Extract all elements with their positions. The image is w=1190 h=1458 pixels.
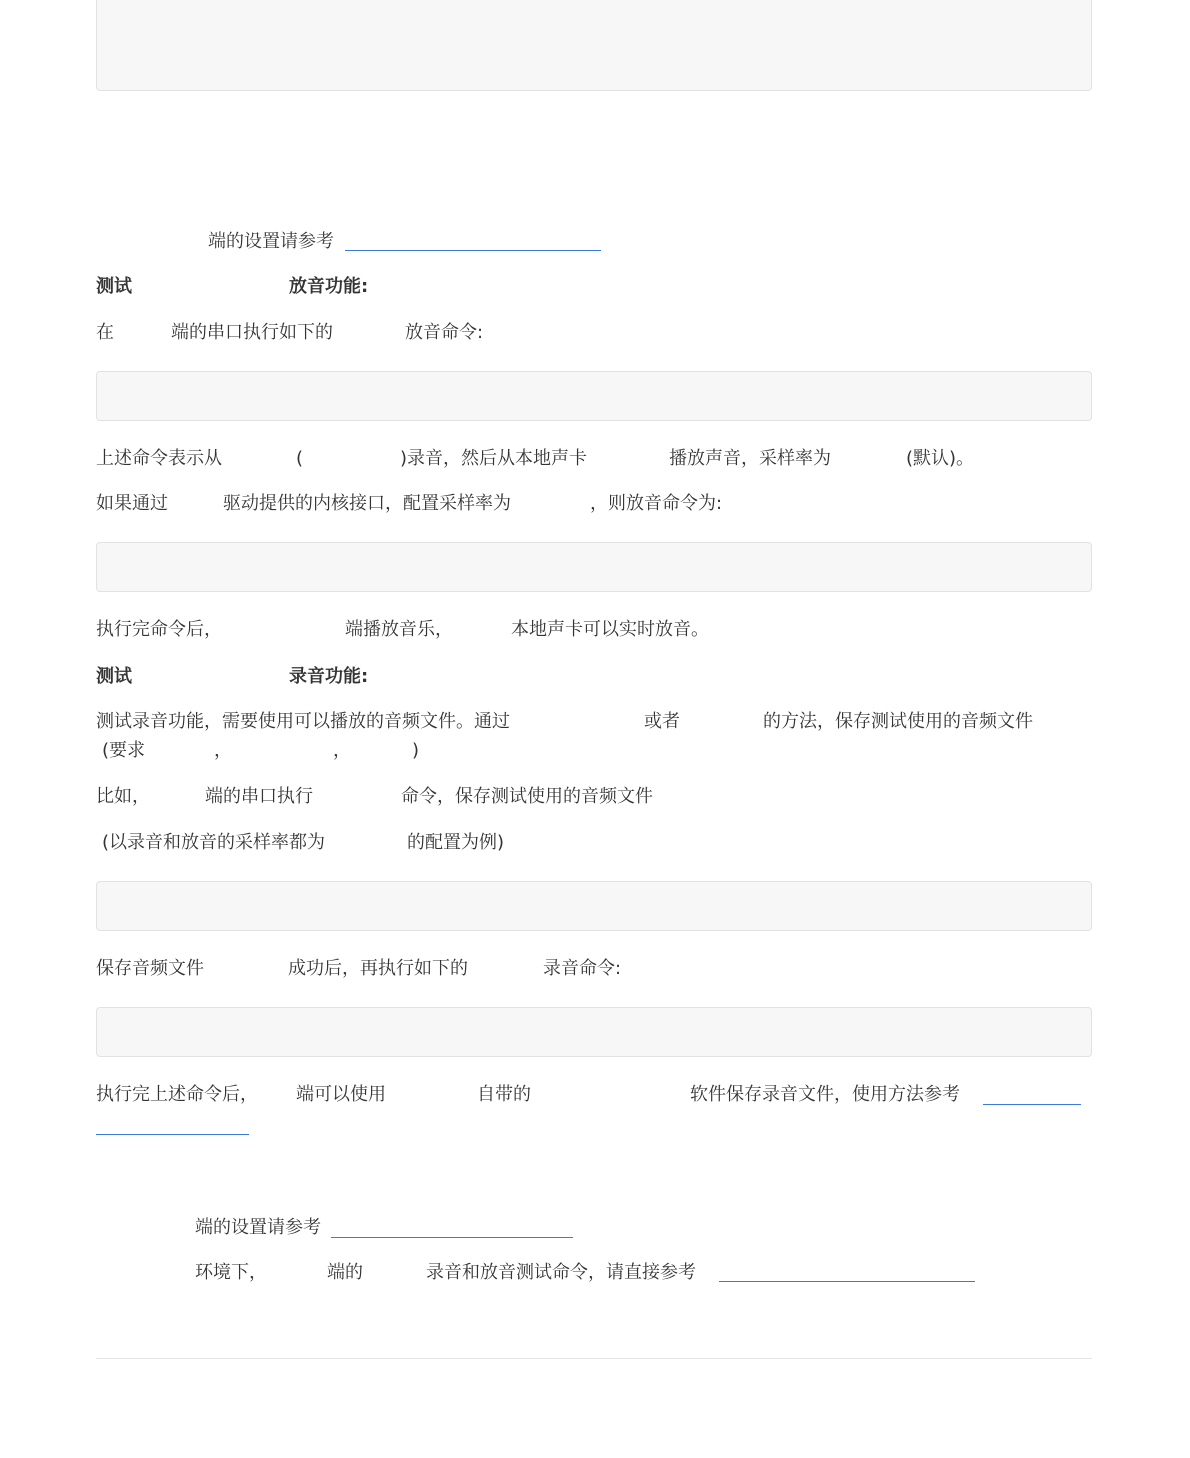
text-segment: 端的 [327,1262,363,1283]
text-segment: 放音功能: [289,276,369,297]
text-segment: 成功后，再执行如下的 [288,958,468,979]
text-segment: 录音功能: [289,666,369,687]
text-segment: 软件保存录音文件，使用方法参考 [690,1084,960,1105]
text-segment: 测试 [96,276,132,297]
text-segment: ，则放音命令为: [590,493,723,514]
text-segment: )录音，然后从本地声卡 [400,448,588,469]
usage-reference-link-continued[interactable] [96,1134,249,1135]
text-segment: ， [214,740,232,761]
text-segment: 测试录音功能，需要使用可以播放的音频文件。通过 [96,711,510,732]
text-segment: 端播放音乐， [345,619,453,640]
settings-reference-link[interactable] [331,1237,573,1238]
text-segment: (默认)。 [906,448,975,469]
text-segment: 在 [96,322,114,343]
code-block-2 [96,371,1092,421]
text-segment: ( [296,448,304,469]
code-block-3 [96,542,1092,592]
text-segment: 录音和放音测试命令，请直接参考 [426,1262,696,1283]
text-segment: 如果通过 [96,493,168,514]
code-block-5 [96,1007,1092,1057]
text-segment: 端的串口执行如下的 [171,322,333,343]
text-segment: 环境下， [195,1262,267,1283]
text-segment: 自带的 [477,1084,531,1105]
text-segment: 或者 [644,711,680,732]
text-segment: 执行完上述命令后， [96,1084,258,1105]
text-segment: 本地声卡可以实时放音。 [511,619,709,640]
text-segment: ) [412,740,420,761]
code-block-1 [96,0,1092,91]
text-segment: 放音命令: [405,322,484,343]
code-block-4 [96,881,1092,931]
text-segment: 上述命令表示从 [96,448,222,469]
reference-link[interactable] [345,250,601,251]
text-segment: (要求 [102,740,146,761]
text-segment: 端的串口执行 [205,786,313,807]
text-segment: 端可以使用 [296,1084,386,1105]
text-segment: 播放声音，采样率为 [669,448,831,469]
text-segment: 端的设置请参考 [208,231,334,252]
text-segment: 比如， [96,786,150,807]
text-segment: 执行完命令后， [96,619,222,640]
text-segment: (以录音和放音的采样率都为 [102,832,326,853]
text-segment: ， [333,740,351,761]
text-segment: 的方法，保存测试使用的音频文件 [763,711,1033,732]
text-segment: 测试 [96,666,132,687]
footer-divider [96,1358,1092,1359]
usage-reference-link[interactable] [983,1104,1081,1105]
text-segment: 命令，保存测试使用的音频文件 [401,786,653,807]
text-segment: 录音命令: [543,958,622,979]
text-segment: 保存音频文件 [96,958,204,979]
text-segment: 驱动提供的内核接口，配置采样率为 [223,493,511,514]
text-segment: 端的设置请参考 [195,1217,321,1238]
text-segment: 的配置为例) [407,832,505,853]
test-command-reference-link[interactable] [719,1281,975,1282]
